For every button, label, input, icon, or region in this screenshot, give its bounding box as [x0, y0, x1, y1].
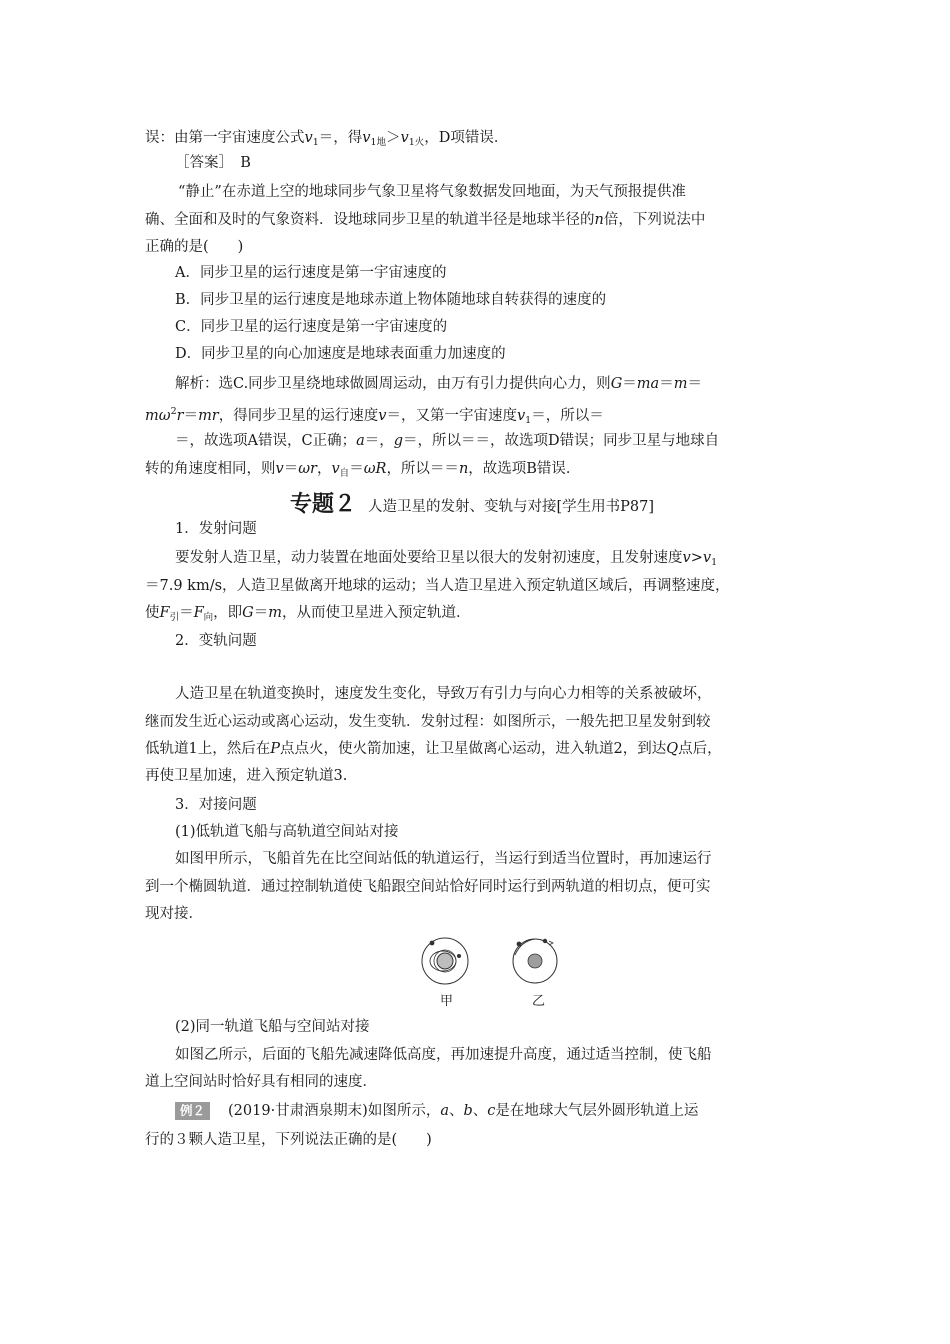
figure-left-jia: [422, 938, 468, 984]
direction-arrow-icon: [549, 941, 553, 945]
section-heading: 1．发射问题: [175, 521, 257, 537]
question-line: 确、全面和及时的气象资料．设地球同步卫星的轨道半径是地球半径的n倍，下列说法中: [145, 212, 706, 228]
question-line: 正确的是( ): [145, 239, 244, 255]
figure-caption-jia: 甲: [440, 994, 454, 1009]
paragraph-line: 低轨道1上，然后在P点点火，使火箭加速，让卫星做离心运动，进入轨道2，到达Q点后，: [145, 741, 722, 757]
earth-circle: [528, 954, 542, 968]
paragraph-line: 使$F_引=F_向$，即G＝m，从而使卫星进入预定轨道．: [145, 605, 471, 623]
space-station-dot: [543, 939, 547, 943]
option-a: A．同步卫星的运行速度是第一宇宙速度的: [175, 265, 447, 281]
section-heading: 2．变轨问题: [175, 633, 257, 649]
paragraph-line: 如图甲所示，飞船首先在比空间站低的轨道运行，当运行到适当位置时，再加速运行: [175, 851, 712, 867]
paragraph-line: 继而发生近心运动或离心运动，发生变轨．发射过程：如图所示，一般先把卫星发射到较: [145, 714, 711, 730]
solution-line: ＝，故选项A错误，C正确；a＝，g＝，所以＝＝，故选项D错误；同步卫星与地球自: [175, 433, 720, 449]
option-b: B．同步卫星的运行速度是地球赤道上物体随地球自转获得的速度的: [175, 292, 607, 308]
spacecraft-dot: [457, 954, 461, 958]
topic-heading: [290, 487, 655, 517]
spacecraft-dot: [517, 942, 522, 947]
earth-circle: [437, 953, 453, 969]
paragraph-line: ＝7.9 km/s，人造卫星做离开地球的运动；当人造卫星进入预定轨道区域后，再调整速度，: [145, 578, 730, 594]
answer-line: ［答案］ B: [175, 155, 251, 171]
example-line: 例２ (2019·甘肃酒泉期末)如图所示，a、b、c是在地球大气层外圆形轨道上运: [175, 1101, 825, 1121]
example-badge: 例２: [175, 1102, 210, 1120]
section-heading: 3．对接问题: [175, 797, 257, 813]
example-line: 行的３颗人造卫星，下列说法正确的是( ): [145, 1132, 432, 1148]
paragraph-line: 要发射人造卫星，动力装置在地面处要给卫星以很大的发射初速度，且发射速度$v>v_1$: [175, 550, 718, 568]
paragraph-line: 现对接．: [145, 906, 203, 922]
docking-orbit-figure: [415, 935, 575, 1010]
option-d: D．同步卫星的向心加速度是地球表面重力加速度的: [175, 346, 506, 362]
paragraph-line: 人造卫星在轨道变换时，速度发生变化，导致万有引力与向心力相等的关系被破坏，: [175, 686, 712, 702]
solution-line: 解析：选C.同步卫星绕地球做圆周运动，由万有引力提供向心力，则G＝ma＝m＝: [175, 376, 702, 392]
solution-line: $m\omega^2r=mr$，得同步卫星的运行速度v＝，又第一宇宙速度$v_1=$，所以＝: [145, 406, 604, 426]
subsection-heading: (1)低轨道飞船与高轨道空间站对接: [175, 824, 399, 840]
figure-caption-yi: 乙: [532, 994, 546, 1009]
option-c: C．同步卫星的运行速度是第一宇宙速度的: [175, 319, 448, 335]
paragraph-line: 道上空间站时恰好具有相同的速度．: [145, 1074, 377, 1090]
space-station-dot: [430, 941, 435, 946]
subsection-heading: (2)同一轨道飞船与空间站对接: [175, 1019, 370, 1035]
topic-title: 人造卫星的发射、变轨与对接[学生用书P87]: [368, 499, 655, 515]
paragraph-line: 再使卫星加速，进入预定轨道3.: [145, 768, 348, 784]
question-line: “静止”在赤道上空的地球同步气象卫星将气象数据发回地面，为天气预报提供准: [178, 184, 686, 200]
text-line: 误：由第一宇宙速度公式$v_1=$，得$v_{1地}>v_{1火}$，D项错误．: [145, 130, 509, 148]
paragraph-line: 到一个椭圆轨道．通过控制轨道使飞船跟空间站恰好同时运行到两轨道的相切点，便可实: [145, 879, 711, 895]
figure-right-yi: [513, 939, 557, 983]
solution-line: 转的角速度相同，则v＝ωr，$v_自=\omega R$，所以＝＝n，故选项B错误．: [145, 461, 581, 479]
topic-number: 专题２: [290, 492, 357, 517]
paragraph-line: 如图乙所示，后面的飞船先减速降低高度，再加速提升高度，通过适当控制，使飞船: [175, 1047, 712, 1063]
